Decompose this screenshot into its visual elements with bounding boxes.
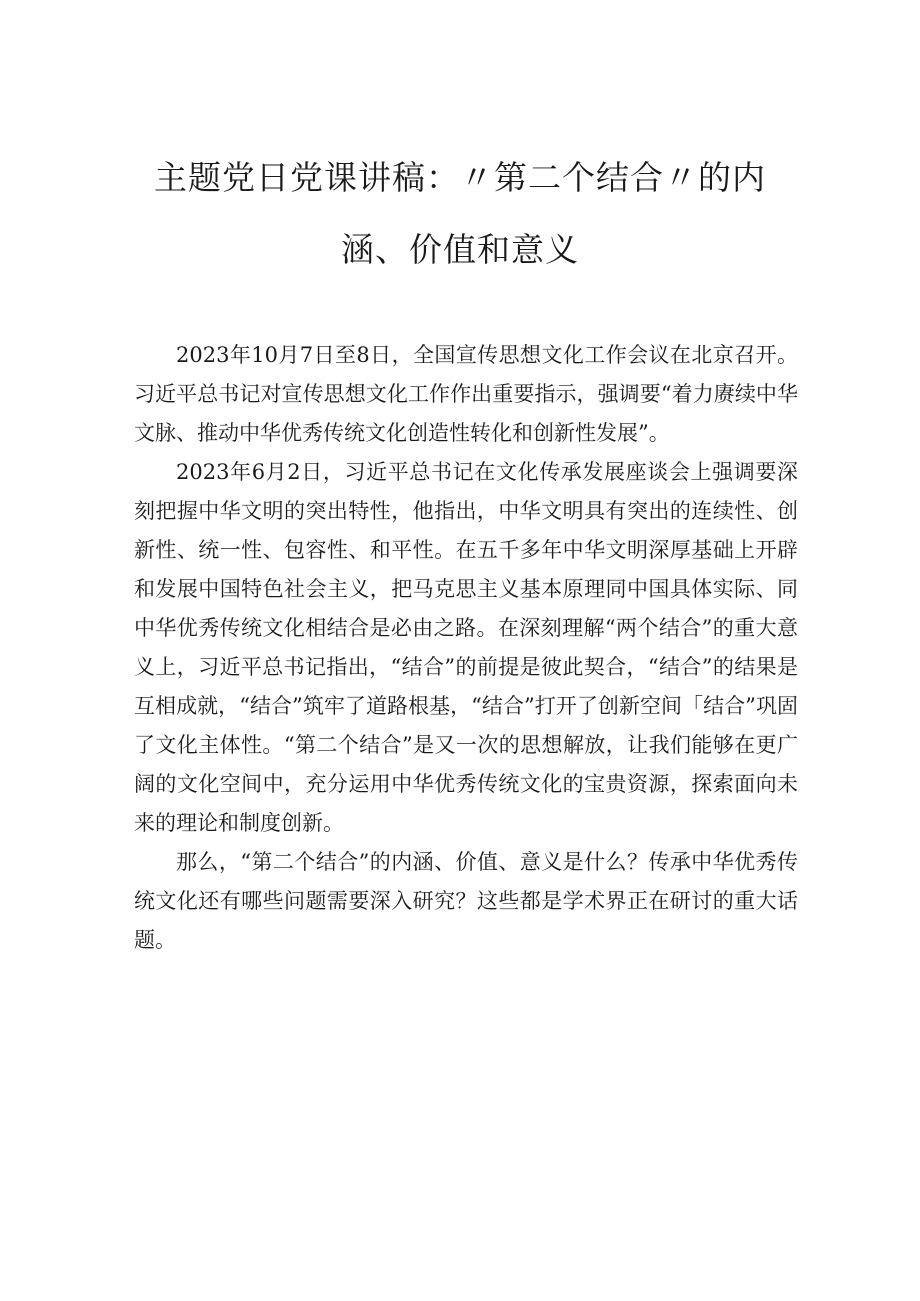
paragraph-3: 那么，“第二个结合”的内涵、价值、意义是什么？传承中华优秀传统文化还有哪些问题需要深入研究？这些都是学术界正在研讨的重大话题。 <box>134 850 798 952</box>
paragraph-1: 2023年10月7日至8日，全国宣传思想文化工作会议在北京召开。习近平总书记对宣传思想文化工作作出重要指示，强调要“着力赓续中华文脉、推动中华优秀传统文化创造性转化和创新性发展”。 <box>134 343 798 445</box>
title-line-2: 涵、价值和意义 <box>341 230 579 269</box>
document-title <box>130 142 790 286</box>
document-body <box>134 336 798 960</box>
paragraph-2: 2023年6月2日，习近平总书记在文化传承发展座谈会上强调要深刻把握中华文明的突出特性，他指出，中华文明具有突出的连续性、创新性、统一性、包容性、和平性。在五千多年中华文明深厚基础上开辟和发展中国特色社会主义，把马克思主义基本原理同中国具体实际、同中华优秀传统文化相结合是必由之路。在深刻理解“两个结合”的重大意义上，习近平总书记指出，“结合”的前提是彼此契合，“结合”的结果是互相成就，“结合”筑牢了道路根基，“结合”打开了创新空间「结合”巩固了文化主体性。“第二个结合”是又一次的思想解放，让我们能够在更广阔的文化空间中，充分运用中华优秀传统文化的宝贵资源，探索面向未来的理论和制度创新。 <box>134 460 798 835</box>
title-line-1: 主题党日党课讲稿：〃第二个结合〃的内 <box>154 158 766 197</box>
